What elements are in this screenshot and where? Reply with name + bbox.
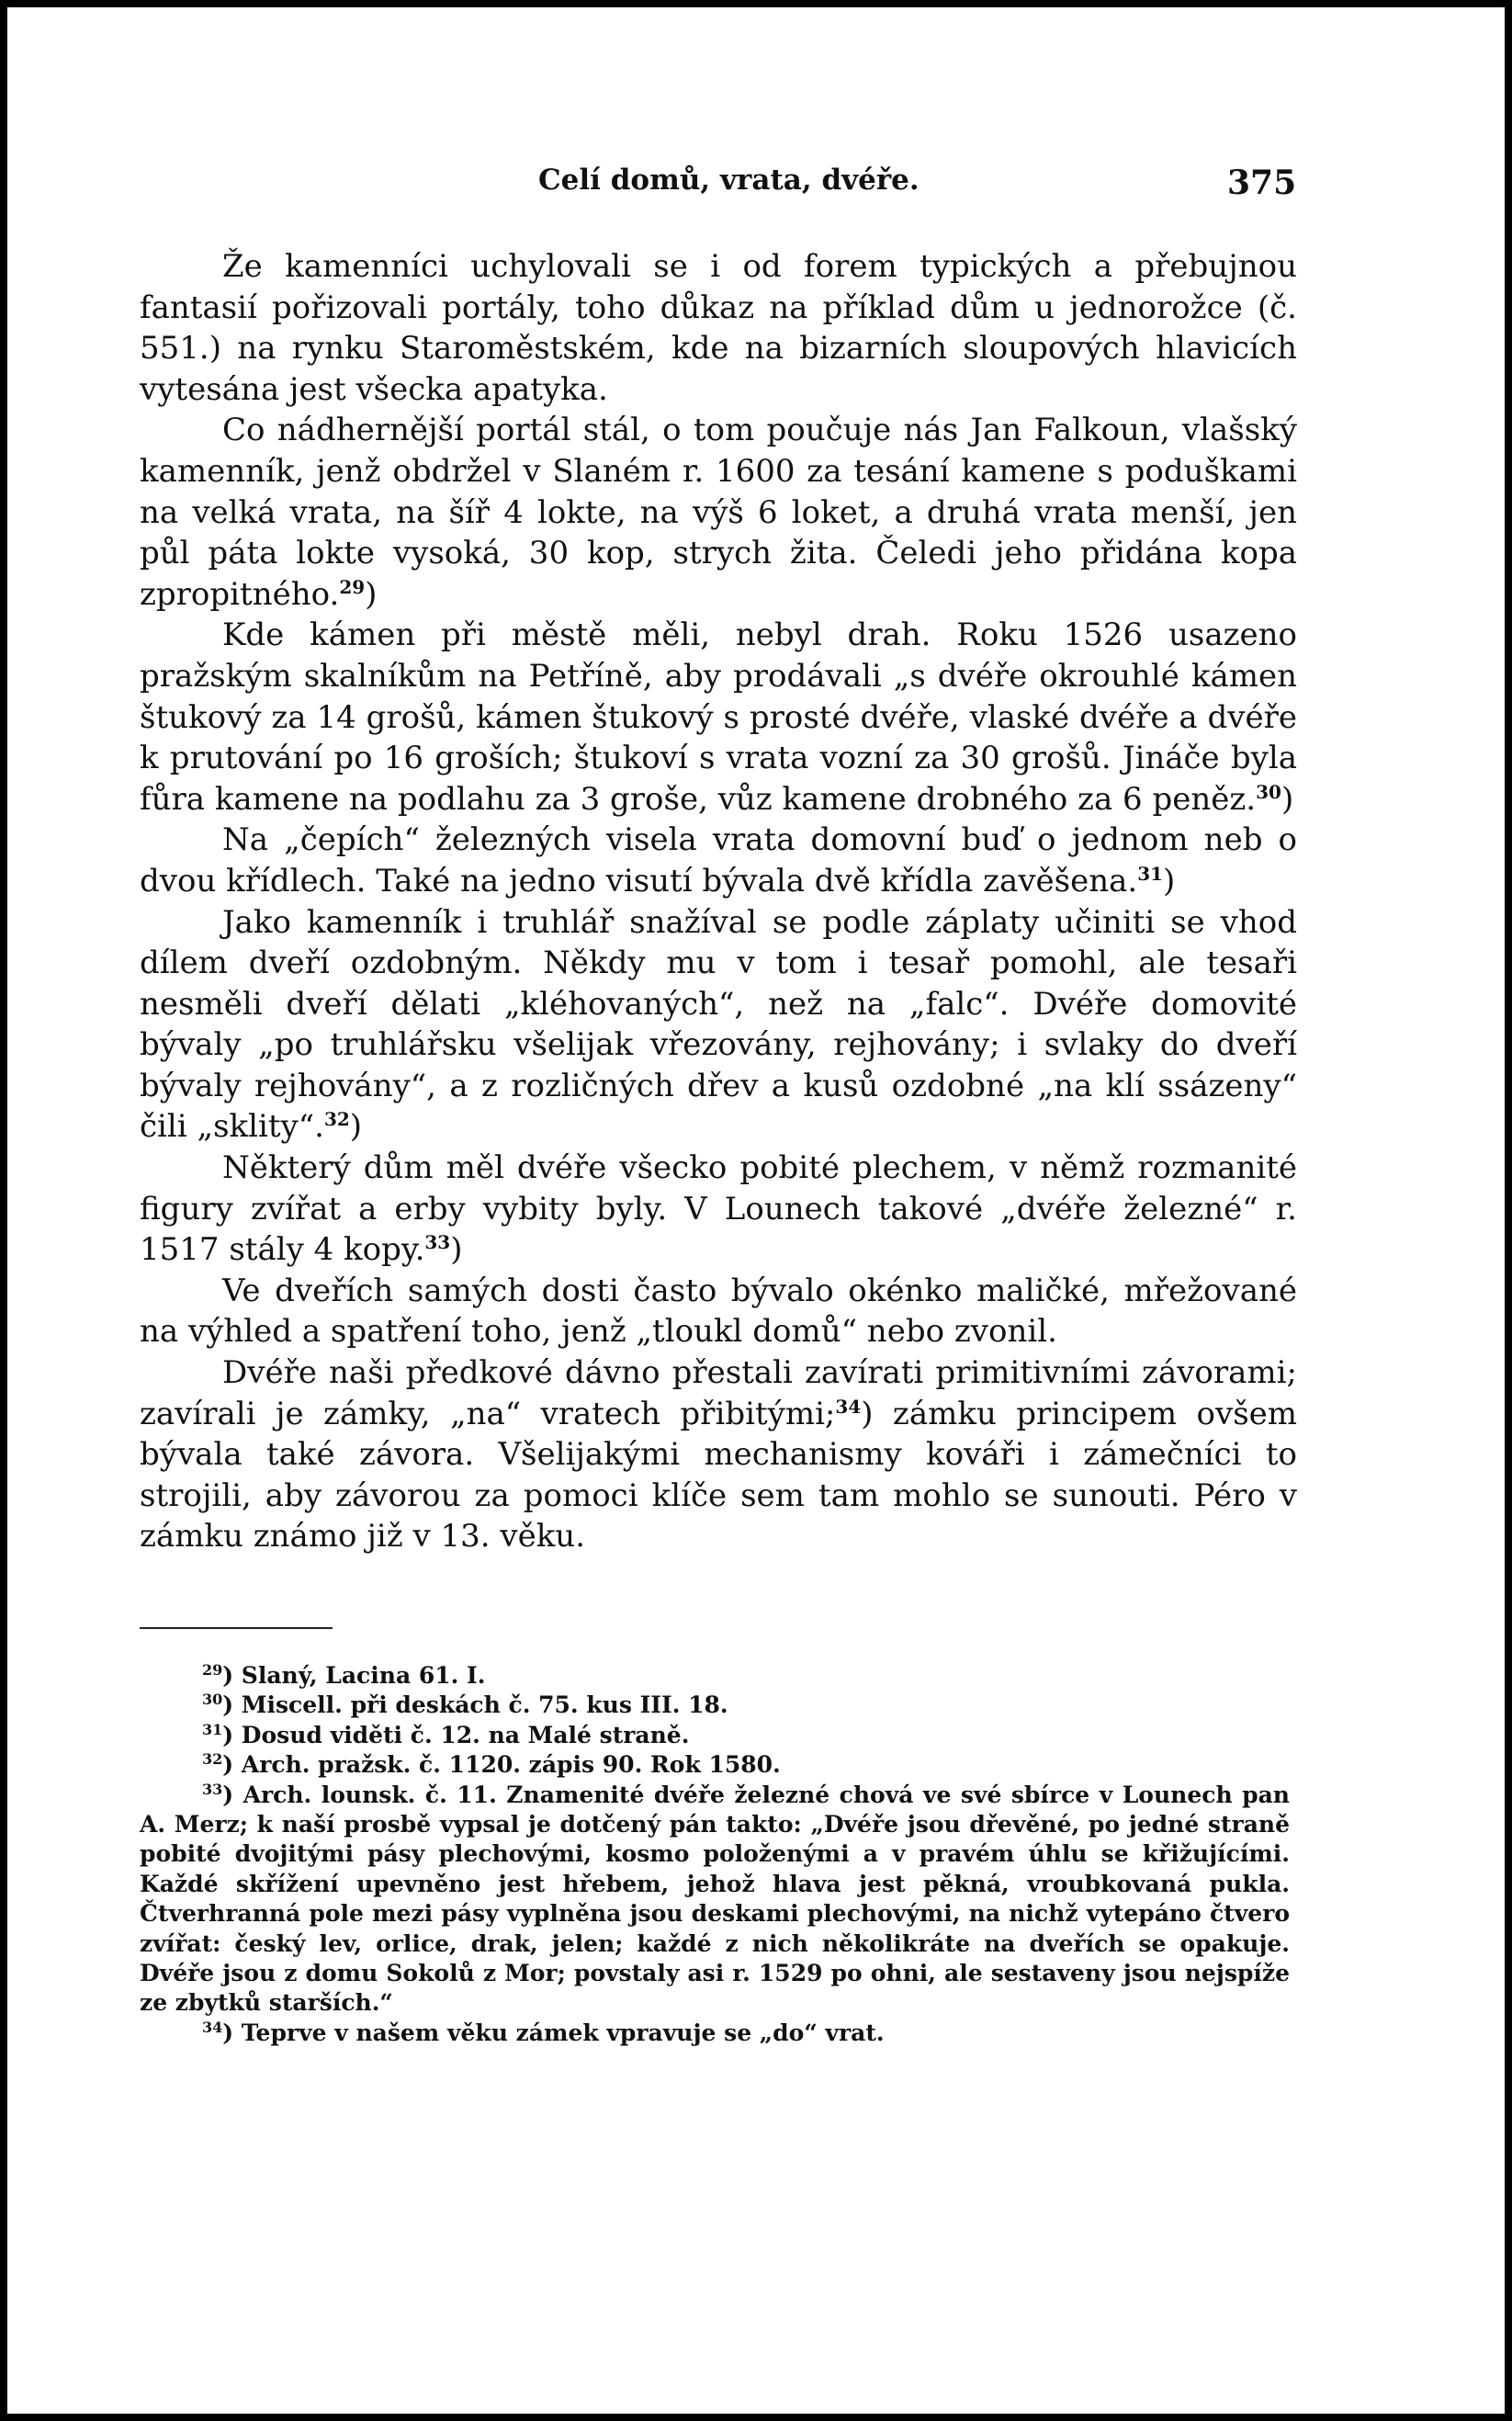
paragraph [140, 246, 1297, 410]
footnote-text: ) Arch. pražsk. č. 1120. zápis 90. Rok 1580. [222, 1751, 781, 1779]
running-head: Celí domů, vrata, dvéře. [538, 164, 920, 197]
footnote [140, 1781, 1290, 2019]
paragraph [140, 1352, 1297, 1557]
footnote [140, 1721, 1290, 1750]
paragraph [140, 820, 1297, 901]
text-run: ) zámku principem ovšem bývala také závora. Všelijakými mechanismy kováři i zámečníci to strojili, aby závorou za pomoci klíče sem tam mohlo se sunouti. Péro v zámku známo již v 13. věku. [140, 1395, 1298, 1556]
footnote-text: ) Dosud viděti č. 12. na Malé straně. [222, 1721, 690, 1748]
footnote [140, 1750, 1290, 1780]
footnote-ref: 29 [339, 575, 366, 598]
text-run: Co nádhernější portál stál, o tom poučuje nás Jan Falkoun, vlašský kamenník, jenž obdržel v Slaném r. 1600 za tesání kamene s poduškami na velká vrata, na šíř 4 lokte, na výš 6 loket, a druhá vrata menší, jen půl páta lokte vysoká, 30 kop, strych žita. Čeledi jeho přidána kopa zpropitného. [140, 412, 1297, 613]
paragraph [140, 1148, 1297, 1271]
footnote-number: 33 [202, 1780, 223, 1798]
footnote-text: ) Arch. lounsk. č. 11. Znamenité dvéře železné chová ve své sbírce v Lounech pan A. Merz; k naší prosbě vypsal je dotčený pán takto: „Dvéře jsou dřevěné, po jedné straně pobité dvojitými pásy plechovými, kosmo položenými a v pravém úhlu se křižujícími. Každé skřížení upevněno jest hřebem, jehož hlava jest pěkná, vroubkovaná pukla. Čtverhranná pole mezi pásy vyplněna jsou deskami plechovými, na nichž vytepáno čtvero zvířat: český lev, orlice, drak, jelen; každé z nich několikráte na dveřích se opakuje. Dvéře jsou z domu Sokolů z Mor; povstaly asi r. 1529 po ohni, ale sestaveny jsou nejspíže ze zbytků starších.“ [140, 1781, 1290, 2017]
footnote-number: 32 [202, 1750, 223, 1769]
text-run: Že kamenníci uchylovali se i od forem typických a přebujnou fantasií pořizovali portály, toho důkaz na příklad dům u jednorožce (č. 551.) na rynku Staroměstském, kde na bizarních sloupových hlavicích vytesána jest všecka apatyka. [140, 248, 1297, 408]
footnote-ref: 33 [424, 1231, 451, 1254]
paragraph [140, 410, 1297, 615]
text-run: Na „čepích“ železných visela vrata domovní buď o jednom neb o dvou křídlech. Také na jedno visutí bývala dvě křídla zavěšena. [140, 821, 1297, 899]
footnote-number: 34 [202, 2018, 223, 2036]
footnote-text: ) Slaný, Lacina 61. I. [222, 1662, 486, 1689]
text-run: Jako kamenník i truhlář snažíval se podle záplaty učiniti se vhod dílem dveří ozdobným. Někdy mu v tom i tesař pomohl, ale tesaři nesměli dveří dělati „kléhovaných“, než na „falc“. Dvéře domovité bývaly „po truhlářsku všelijak vřezovány, rejhovány; i svlaky do dveří bývaly rejhovány“, a z rozličných dřev a kusů ozdobné „na klí ssázeny“ čili „sklity“. [140, 903, 1297, 1146]
text-run: ) [1281, 780, 1294, 818]
body-text [140, 246, 1297, 1557]
footnote-ref: 31 [1137, 862, 1164, 885]
page-number: 375 [1227, 164, 1297, 202]
paragraph [140, 902, 1297, 1148]
footnotes [140, 1661, 1290, 2048]
text-run: ) [1163, 862, 1176, 899]
footnote-ref: 32 [323, 1108, 350, 1131]
text-run: Některý dům měl dvéře všecko pobité plechem, v němž rozmanité figury zvířat a erby vybity byly. V Lounech takové „dvéře železné“ r. 1517 stály 4 kopy. [140, 1149, 1297, 1269]
footnote-number: 29 [202, 1661, 223, 1679]
footnote-ref: 34 [835, 1395, 862, 1418]
footnote [140, 1661, 1290, 1691]
paragraph [140, 615, 1297, 820]
paragraph [140, 1271, 1297, 1352]
text-run: Ve dveřích samých dosti často bývalo okénko maličké, mřežované na výhled a spatření toho, jenž „tloukl domů“ nebo zvonil. [140, 1272, 1297, 1351]
text-run: Kde kámen při městě měli, nebyl drah. Roku 1526 usazeno pražským skalníkům na Petříně, aby prodávali „s dvéře okrouhlé kámen štukový za 14 grošů, kámen štukový s prosté dvéře, vlaské dvéře a dvéře k prutování po 16 groších; štukoví s vrata vozní za 30 grošů. Jináče byla fůra kamene na podlahu za 3 groše, vůz kamene drobného za 6 peněz. [140, 617, 1297, 818]
text-run: ) [450, 1231, 463, 1269]
book-page [7, 7, 1505, 2414]
text-run: Dvéře naši předkové dávno přestali zavírati primitivními závorami; zavírali je zámky, „na“ vratech přibitými; [140, 1354, 1297, 1432]
footnote-number: 31 [202, 1720, 223, 1738]
footnote-divider [140, 1627, 333, 1629]
text-run: ) [365, 575, 378, 613]
footnote [140, 1691, 1290, 1720]
text-run: ) [349, 1108, 363, 1146]
footnote-number: 30 [202, 1691, 223, 1709]
footnote-text: ) Miscell. při deskách č. 75. kus III. 18. [222, 1691, 728, 1719]
footnote-ref: 30 [1256, 780, 1281, 803]
footnote [140, 2019, 1290, 2048]
footnote-text: ) Teprve v našem věku zámek vpravuje se „do“ vrat. [222, 2019, 885, 2046]
